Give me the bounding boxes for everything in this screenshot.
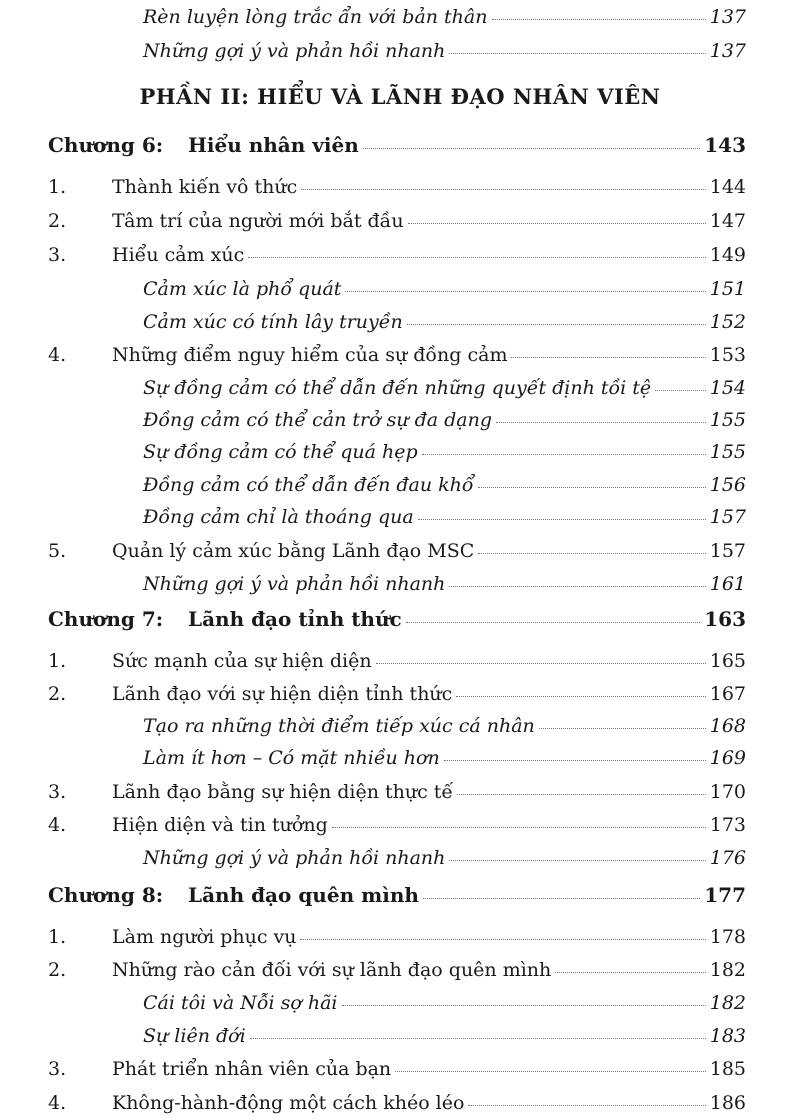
toc-section-row[interactable] — [0, 1052, 800, 1084]
page-number: 173 — [709, 814, 746, 836]
section-number: 1. — [48, 926, 67, 948]
page-number: 154 — [709, 377, 746, 399]
toc-subsection-row[interactable] — [0, 305, 800, 337]
entry-title: Những gợi ý và phản hồi nhanh — [143, 847, 446, 869]
dot-leader — [363, 148, 700, 149]
page-number: 157 — [709, 506, 746, 528]
toc-entry[interactable] — [143, 377, 746, 399]
toc-entry[interactable] — [143, 715, 746, 737]
entry-title: Sự đồng cảm có thể quá hẹp — [143, 441, 418, 463]
toc-section-row[interactable] — [0, 238, 800, 270]
chapter-label: Chương 8: — [48, 883, 164, 907]
entry-title: Những rào cản đối với sự lãnh đạo quên mình — [112, 959, 552, 981]
dot-leader — [300, 939, 705, 940]
page-number: 137 — [709, 40, 746, 62]
toc-entry[interactable] — [143, 441, 746, 463]
dot-leader — [444, 760, 706, 761]
toc-entry[interactable] — [112, 814, 746, 836]
part-title: PHẦN II: HIỂU VÀ LÃNH ĐẠO NHÂN VIÊN — [139, 84, 661, 109]
entry-title: Tạo ra những thời điểm tiếp xúc cá nhân — [143, 715, 535, 737]
toc-entry[interactable] — [112, 540, 746, 562]
toc-entry[interactable] — [143, 573, 746, 595]
page-number: 149 — [709, 244, 746, 266]
page-number: 147 — [709, 210, 746, 232]
dot-leader — [418, 519, 706, 520]
toc-entry[interactable] — [112, 1092, 746, 1114]
section-number: 2. — [48, 683, 67, 705]
section-number: 2. — [48, 210, 67, 232]
dot-leader — [449, 53, 705, 54]
chapter-label: Chương 6: — [48, 133, 164, 157]
toc-entry[interactable] — [143, 506, 746, 528]
dot-leader — [478, 487, 706, 488]
toc-entry[interactable] — [188, 134, 746, 156]
entry-title: Cảm xúc là phổ quát — [143, 278, 342, 300]
page-number: 152 — [709, 311, 746, 333]
toc-entry[interactable] — [112, 959, 746, 981]
page-number: 137 — [709, 6, 746, 28]
toc-entry[interactable] — [112, 176, 746, 198]
toc-subsection-row[interactable] — [0, 468, 800, 500]
toc-entry[interactable] — [112, 344, 746, 366]
page-number: 178 — [709, 926, 746, 948]
page-number: 151 — [709, 278, 746, 300]
dot-leader — [395, 1071, 706, 1072]
entry-title: Không-hành-động một cách khéo léo — [112, 1092, 465, 1114]
toc-entry[interactable] — [112, 244, 746, 266]
entry-title: Đồng cảm có thể dẫn đến đau khổ — [143, 474, 474, 496]
dot-leader — [456, 696, 705, 697]
dot-leader — [345, 291, 705, 292]
toc-entry[interactable] — [143, 278, 746, 300]
page-number: 143 — [704, 133, 746, 157]
entry-title: Làm người phục vụ — [112, 926, 297, 948]
page-number: 155 — [709, 409, 746, 431]
dot-leader — [422, 454, 706, 455]
toc-entry[interactable] — [188, 884, 746, 906]
dot-leader — [478, 553, 705, 554]
entry-title: Lãnh đạo bằng sự hiện diện thực tế — [112, 781, 454, 803]
toc-entry[interactable] — [143, 311, 746, 333]
section-number: 1. — [48, 176, 67, 198]
page-number: 156 — [709, 474, 746, 496]
section-number: 3. — [48, 244, 67, 266]
toc-entry[interactable] — [143, 992, 746, 1014]
entry-title: Phát triển nhân viên của bạn — [112, 1058, 392, 1080]
toc-subsection-row[interactable] — [0, 841, 800, 873]
dot-leader — [406, 622, 701, 623]
dot-leader — [468, 1105, 705, 1106]
entry-title: Cái tôi và Nỗi sợ hãi — [143, 992, 338, 1014]
toc-subsection-row[interactable] — [0, 741, 800, 773]
toc-subsection-row[interactable] — [0, 1019, 800, 1051]
dot-leader — [449, 586, 705, 587]
toc-entry[interactable] — [112, 683, 746, 705]
entry-title: Sức mạnh của sự hiện diện — [112, 650, 372, 672]
toc-entry[interactable] — [112, 650, 746, 672]
dot-leader — [342, 1005, 706, 1006]
entry-title: Những điểm nguy hiểm của sự đồng cảm — [112, 344, 508, 366]
toc-subsection-row[interactable] — [0, 435, 800, 467]
page-number: 161 — [709, 573, 746, 595]
dot-leader — [301, 189, 705, 190]
page-number: 170 — [709, 781, 746, 803]
page-number: 144 — [709, 176, 746, 198]
entry-title: Thành kiến vô thức — [112, 176, 298, 198]
toc-entry[interactable] — [112, 1058, 746, 1080]
section-number: 5. — [48, 540, 67, 562]
toc-subsection-row[interactable] — [0, 986, 800, 1018]
entry-title: Lãnh đạo tỉnh thức — [188, 607, 402, 631]
entry-title: Lãnh đạo quên mình — [188, 883, 419, 907]
section-number: 2. — [48, 959, 67, 981]
toc-entry[interactable] — [143, 474, 746, 496]
toc-entry[interactable] — [188, 608, 746, 630]
page-number: 182 — [709, 992, 746, 1014]
page-number: 163 — [704, 607, 746, 631]
entry-title: Hiểu nhân viên — [188, 133, 359, 157]
entry-title: Làm ít hơn – Có mặt nhiều hơn — [143, 747, 440, 769]
entry-title: Sự liên đới — [143, 1025, 246, 1047]
entry-title: Đồng cảm chỉ là thoáng qua — [143, 506, 414, 528]
entry-title: Hiểu cảm xúc — [112, 244, 245, 266]
toc-section-row[interactable] — [0, 204, 800, 236]
page-number: 155 — [709, 441, 746, 463]
section-number: 3. — [48, 781, 67, 803]
toc-chapter-row[interactable] — [0, 602, 800, 634]
toc-subsection-row[interactable] — [0, 272, 800, 304]
toc-entry[interactable] — [143, 409, 746, 431]
page-number: 177 — [704, 883, 746, 907]
dot-leader — [408, 223, 706, 224]
dot-leader — [332, 827, 706, 828]
page-number: 183 — [709, 1025, 746, 1047]
page-number: 182 — [709, 959, 746, 981]
toc-subsection-row[interactable] — [0, 403, 800, 435]
entry-title: Tâm trí của người mới bắt đầu — [112, 210, 404, 232]
toc-section-row[interactable] — [0, 953, 800, 985]
toc-section-row[interactable] — [0, 920, 800, 952]
dot-leader — [655, 390, 706, 391]
section-number: 4. — [48, 1092, 67, 1114]
entry-title: Những gợi ý và phản hồi nhanh — [143, 573, 446, 595]
dot-leader — [449, 860, 705, 861]
toc-section-row[interactable] — [0, 170, 800, 202]
toc-subsection-row[interactable] — [0, 567, 800, 599]
section-number: 1. — [48, 650, 67, 672]
dot-leader — [496, 422, 706, 423]
section-number: 3. — [48, 1058, 67, 1080]
section-number: 4. — [48, 814, 67, 836]
toc-subsection-row[interactable] — [0, 500, 800, 532]
entry-title: Đồng cảm có thể cản trở sự đa dạng — [143, 409, 493, 431]
page-number: 185 — [709, 1058, 746, 1080]
toc-entry[interactable] — [143, 40, 746, 62]
dot-leader — [250, 1038, 706, 1039]
dot-leader — [248, 257, 706, 258]
toc-subsection-row[interactable] — [0, 34, 800, 66]
entry-title: Rèn luyện lòng trắc ẩn với bản thân — [143, 6, 488, 28]
page-number: 165 — [709, 650, 746, 672]
toc-chapter-row[interactable] — [0, 878, 800, 910]
toc-entry[interactable] — [143, 1025, 746, 1047]
toc-entry[interactable] — [143, 847, 746, 869]
entry-title: Hiện diện và tin tưởng — [112, 814, 328, 836]
entry-title: Cảm xúc có tính lây truyền — [143, 311, 403, 333]
toc-section-row[interactable] — [0, 808, 800, 840]
dot-leader — [511, 357, 705, 358]
page-number: 176 — [709, 847, 746, 869]
dot-leader — [457, 794, 706, 795]
page-number: 168 — [709, 715, 746, 737]
entry-title: Lãnh đạo với sự hiện diện tỉnh thức — [112, 683, 453, 705]
toc-section-row[interactable] — [0, 644, 800, 676]
toc-entry[interactable] — [112, 781, 746, 803]
toc-entry[interactable] — [143, 6, 746, 28]
page-number: 167 — [709, 683, 746, 705]
toc-subsection-row[interactable] — [0, 371, 800, 403]
toc-entry[interactable] — [143, 747, 746, 769]
chapter-label: Chương 7: — [48, 607, 164, 631]
dot-leader — [423, 898, 700, 899]
toc-entry[interactable] — [112, 926, 746, 948]
entry-title: Sự đồng cảm có thể dẫn đến những quyết định tồi tệ — [143, 377, 652, 399]
page-number: 186 — [709, 1092, 746, 1114]
toc-section-row[interactable] — [0, 677, 800, 709]
toc-section-row[interactable] — [0, 1086, 800, 1118]
dot-leader — [407, 324, 706, 325]
toc-section-row[interactable] — [0, 338, 800, 370]
entry-title: Quản lý cảm xúc bằng Lãnh đạo MSC — [112, 540, 475, 562]
page-number: 153 — [709, 344, 746, 366]
toc-chapter-row[interactable] — [0, 128, 800, 160]
entry-title: Những gợi ý và phản hồi nhanh — [143, 40, 446, 62]
dot-leader — [376, 663, 706, 664]
toc-section-row[interactable] — [0, 534, 800, 566]
toc-entry[interactable] — [112, 210, 746, 232]
section-number: 4. — [48, 344, 67, 366]
toc-section-row[interactable] — [0, 775, 800, 807]
page-number: 157 — [709, 540, 746, 562]
dot-leader — [539, 728, 706, 729]
dot-leader — [492, 19, 706, 20]
toc-subsection-row[interactable] — [0, 0, 800, 32]
page-number: 169 — [709, 747, 746, 769]
dot-leader — [555, 972, 705, 973]
toc-subsection-row[interactable] — [0, 709, 800, 741]
